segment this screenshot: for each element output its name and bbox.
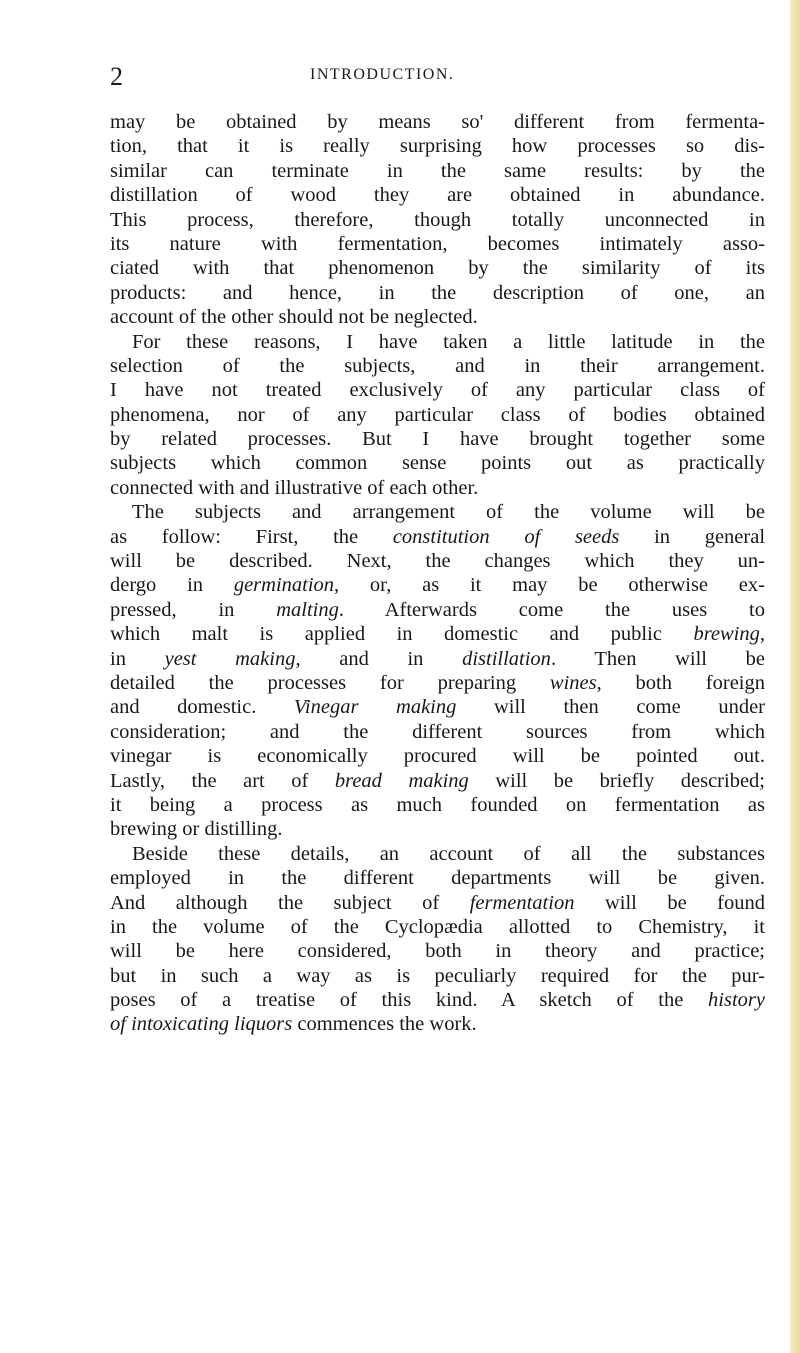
text-segment: I have not treated exclusively of any particular class of xyxy=(110,379,765,402)
italic-text: distillation xyxy=(462,647,551,670)
italic-text: Vinegar making xyxy=(293,696,457,719)
text-segment: consideration; and the different sources from which xyxy=(110,720,765,743)
text-line xyxy=(110,842,765,866)
text-line xyxy=(110,305,765,329)
text-line xyxy=(110,232,765,256)
text-line xyxy=(110,573,765,597)
text-segment: phenomena, nor of any particular class of bodies obtained xyxy=(110,403,765,426)
text-line xyxy=(110,476,765,500)
text-segment: may be obtained by means so' different from fermenta- xyxy=(110,111,765,133)
text-line xyxy=(110,891,765,915)
italic-text: wines xyxy=(549,671,597,694)
text-line xyxy=(110,939,765,963)
italic-text: germination xyxy=(233,574,335,597)
text-line xyxy=(110,598,765,622)
page-number: 2 xyxy=(110,62,123,91)
text-segment: brewing or distilling. xyxy=(110,818,283,841)
text-segment: will then come under xyxy=(456,696,765,719)
text-segment: . Afterwards come the uses to xyxy=(338,598,765,621)
text-line xyxy=(110,988,765,1012)
text-segment: For these reasons, I have taken a little latitude in the xyxy=(132,330,765,353)
text-line xyxy=(110,451,765,475)
text-line xyxy=(110,549,765,573)
text-segment: poses of a treatise of this kind. A sketch of the xyxy=(110,989,709,1012)
text-line xyxy=(110,281,765,305)
text-line xyxy=(110,866,765,890)
text-line xyxy=(110,110,765,134)
text-line xyxy=(110,134,765,158)
text-segment: in general xyxy=(619,525,766,548)
text-segment: , xyxy=(759,623,765,646)
text-segment: in the volume of the Cyclopædia allotted to Chemistry, it xyxy=(110,915,765,938)
text-segment: tion, that it is really surprising how processes so dis- xyxy=(110,135,765,158)
text-line xyxy=(110,720,765,744)
text-segment: will be described. Next, the changes which they un- xyxy=(110,550,765,573)
text-segment: but in such a way as is peculiarly required for the pur- xyxy=(110,964,765,987)
text-line xyxy=(110,744,765,768)
body-text xyxy=(110,110,765,1037)
text-segment: And although the subject of xyxy=(110,891,470,914)
text-line xyxy=(110,256,765,280)
text-line xyxy=(110,622,765,646)
text-line xyxy=(110,671,765,695)
text-segment: , both foreign xyxy=(596,671,765,694)
text-segment: which malt is applied in domestic and public xyxy=(110,623,694,646)
text-segment: connected with and illustrative of each other. xyxy=(110,476,479,499)
text-line xyxy=(110,964,765,988)
italic-text: of intoxicating liquors xyxy=(110,1013,293,1036)
text-line xyxy=(110,354,765,378)
text-segment: as follow: First, the xyxy=(110,525,393,548)
page-edge xyxy=(790,0,800,1353)
italic-text: constitution of seeds xyxy=(392,525,620,548)
italic-text: fermentation xyxy=(469,891,575,914)
text-segment: by related processes. But I have brought together some xyxy=(110,428,765,451)
page-header xyxy=(0,60,800,90)
text-segment: commences the work. xyxy=(292,1013,477,1036)
text-line xyxy=(110,695,765,719)
running-title: INTRODUCTION. xyxy=(310,66,455,83)
text-segment: similar can terminate in the same results: by the xyxy=(110,159,765,182)
text-segment: Lastly, the art of xyxy=(110,769,335,792)
text-segment: vinegar is economically procured will be pointed out. xyxy=(110,745,765,768)
text-segment: in xyxy=(110,647,165,670)
text-segment: Beside these details, an account of all the substances xyxy=(132,842,765,865)
text-line xyxy=(110,330,765,354)
italic-text: history xyxy=(708,989,765,1012)
text-segment: account of the other should not be neglected. xyxy=(110,306,478,329)
text-segment: pressed, in xyxy=(110,598,277,621)
text-segment: selection of the subjects, and in their arrangement. xyxy=(110,354,765,377)
text-segment: detailed the processes for preparing xyxy=(110,671,550,694)
text-segment: will be found xyxy=(574,891,765,914)
text-segment: ciated with that phenomenon by the similarity of its xyxy=(110,257,765,280)
text-segment: subjects which common sense points out as practically xyxy=(110,452,765,475)
italic-text: yest making xyxy=(164,647,296,670)
text-segment: products: and hence, in the description of one, an xyxy=(110,281,765,304)
text-segment: , or, as it may be otherwise ex- xyxy=(334,574,765,597)
text-segment: will be here considered, both in theory and practice; xyxy=(110,940,765,963)
text-segment: , and in xyxy=(295,647,463,670)
text-line xyxy=(110,1012,765,1036)
text-line xyxy=(110,183,765,207)
text-segment: The subjects and arrangement of the volume will be xyxy=(132,501,765,524)
text-line xyxy=(110,403,765,427)
text-line xyxy=(110,525,765,549)
text-line xyxy=(110,208,765,232)
text-segment: its nature with fermentation, becomes intimately asso- xyxy=(110,232,765,255)
text-segment: will be briefly described; xyxy=(468,769,765,792)
text-line xyxy=(110,647,765,671)
text-segment: employed in the different departments will be given. xyxy=(110,867,765,890)
italic-text: bread making xyxy=(334,769,469,792)
text-line xyxy=(110,817,765,841)
text-segment: distillation of wood they are obtained in abundance. xyxy=(110,184,765,207)
italic-text: brewing xyxy=(693,623,760,646)
text-line xyxy=(110,500,765,524)
text-line xyxy=(110,378,765,402)
text-segment: dergo in xyxy=(110,574,234,597)
text-segment: and domestic. xyxy=(110,696,294,719)
text-line xyxy=(110,793,765,817)
italic-text: malting xyxy=(276,598,339,621)
text-segment: it being a process as much founded on fermentation as xyxy=(110,793,765,816)
text-line xyxy=(110,159,765,183)
text-line xyxy=(110,427,765,451)
text-line xyxy=(110,769,765,793)
text-segment: This process, therefore, though totally unconnected in xyxy=(110,208,765,231)
text-segment: . Then will be xyxy=(550,647,765,670)
text-line xyxy=(110,915,765,939)
